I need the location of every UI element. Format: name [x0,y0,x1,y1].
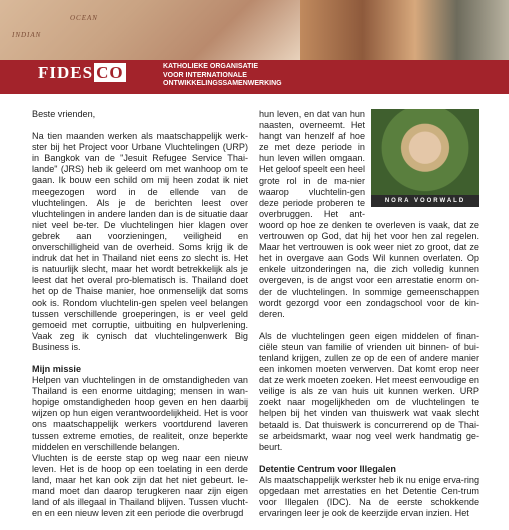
org-line-1: KATHOLIEKE ORGANISATIE [163,63,259,70]
header-photo [300,0,509,60]
organisation-tagline [163,63,282,89]
portrait-photo [371,109,479,195]
fidesco-logo [38,63,126,83]
paragraph-missie-1: Helpen van vluchtelingen in de omstandigheden van Thailand is een enorme uitdaging; mensen in wan-hopige omstandigheden hoop geven en hen daarbij wijzen op hun eigen verantwoordelijkheid. Het is voor ons maatschappelijk werkers voortdurend laveren tussen extreme emoties, de realiteit, onze beperkte middelen en verschillende belangen. [32,375,248,452]
paragraph-detentie: Als maatschappelijk werkster heb ik nu enige erva-ring opgedaan met arrestaties en het Detentie Cen-trum voor Illegalen (IDC). Na de eerste schokkende ervaringen leer je ook de keerzijde ervan inzien. Het [259,474,479,519]
paragraph-intro: Na tien maanden werken als maatschappelijk werk-ster bij het Project voor Urbane Vluchtelingen (URP) in Bangkok van de "Jesuit Refugee Service Thai-lande" (JRS) heb ik geleerd om met wanhoop om te gaan. Ik bouw een schild om mij heen zodat ik niet meegezogen word in de ellende van de vluchtelingen. Als je de berichten leest over vluchtelingen in andere landen dan is de situatie daar niet veel be-ter. De vluchtelingen hier klagen over gebrek aan voorzieningen, veiligheid en onverschilligheid van de overheid. Soms krijg ik de indruk dat het in Thailand niet eens zo slecht is. Het is natuurlijk slecht, maar het wordt betrekkelijk als je leest dat het overal pro-blematisch is. Thailand doet het op de Thaise manier, hoe onmenselijk dat soms ook is. Rondom vluchtelin-gen spelen veel belangen tussen verschillende groeperingen, is er veel geld gemoeid met corruptie, uitbuiting en hulpverlening. Vaak zeg ik cynisch dat vluchtelingenwerk Big Business is. [32,131,248,352]
paragraph-continued: hun leven, en dat van hun naasten, overneemt. Het hangt van henzelf af hoe ze met deze periode in hun leven willen omgaan. Het geloof speelt een heel grote rol in de ma-nier waarop vluchtelin-gen deze periode proberen te overbruggen. Het ant-woord op hoe ze denken te overleven is vaak, dat ze vertrouwen op God, dat hij het voor hen zal regelen. Maar het vertrouwen is ook weer niet zo groot, dat ze het in overgave aan Gods Wil kunnen overlaten. Op enkele uitzonderingen na, die zich volledig kunnen overgeven, is de angst voor een arrestatie enorm on-der de vluchtelingen. In sommige gemeenschappen wordt gezorgd voor een zondagschool voor de kin-deren. [259,109,479,319]
org-line-2: VOOR INTERNATIONALE [163,71,247,79]
portrait-caption: NORA VOORWALD [371,195,479,207]
paragraph-income: Als de vluchtelingen geen eigen middelen of finan-ciële steun van familie of vrienden uit binnen- of bui-tenland krijgen, zullen ze op de een of andere manier een inkomen moeten verwerven. Dat komt erop neer dat ze werk moeten zoeken. Het meest eenvoudige en veilige is als ze van huis uit kunnen werken. URP zoekt naar mogelijkheden om de vluchtelingen te helpen bij het vinden van thuiswerk wat vaak slecht betaald is. Dat thuiswerk is concurrerend op de Thai-se arbeidsmarkt, waar nog veel werk handmatig ge-beurt. [259,330,479,452]
right-column [259,109,479,530]
heading-detentie: Detentie Centrum voor Illegalen [259,463,396,474]
greeting: Beste vrienden, [32,109,96,119]
map-label-indian: INDIAN [12,31,42,39]
map-label-ocean: OCEAN [70,14,98,22]
heading-mijn-missie: Mijn missie [32,363,82,374]
logo-accent: CO [96,63,124,82]
paragraph-missie-2: Vluchten is de eerste stap op weg naar een nieuw leven. Het is de hoop op een toelating in een derde land, maar het kan ook zijn dat het niet gebeurt. Ie-mand moet dan daarop terugkeren naar zijn eigen land of als illegaal in Thailand blijven. Tussen vlucht-en en een nieuw leven zit een periode die overbrugd [32,452,248,519]
logo-main: FIDES [38,63,94,82]
header-map-image [0,0,300,60]
left-column [32,109,248,530]
portrait-figure [371,109,479,207]
org-line-3: ONTWIKKELINGSSAMENWERKING [163,80,282,87]
header-banner [0,0,509,60]
